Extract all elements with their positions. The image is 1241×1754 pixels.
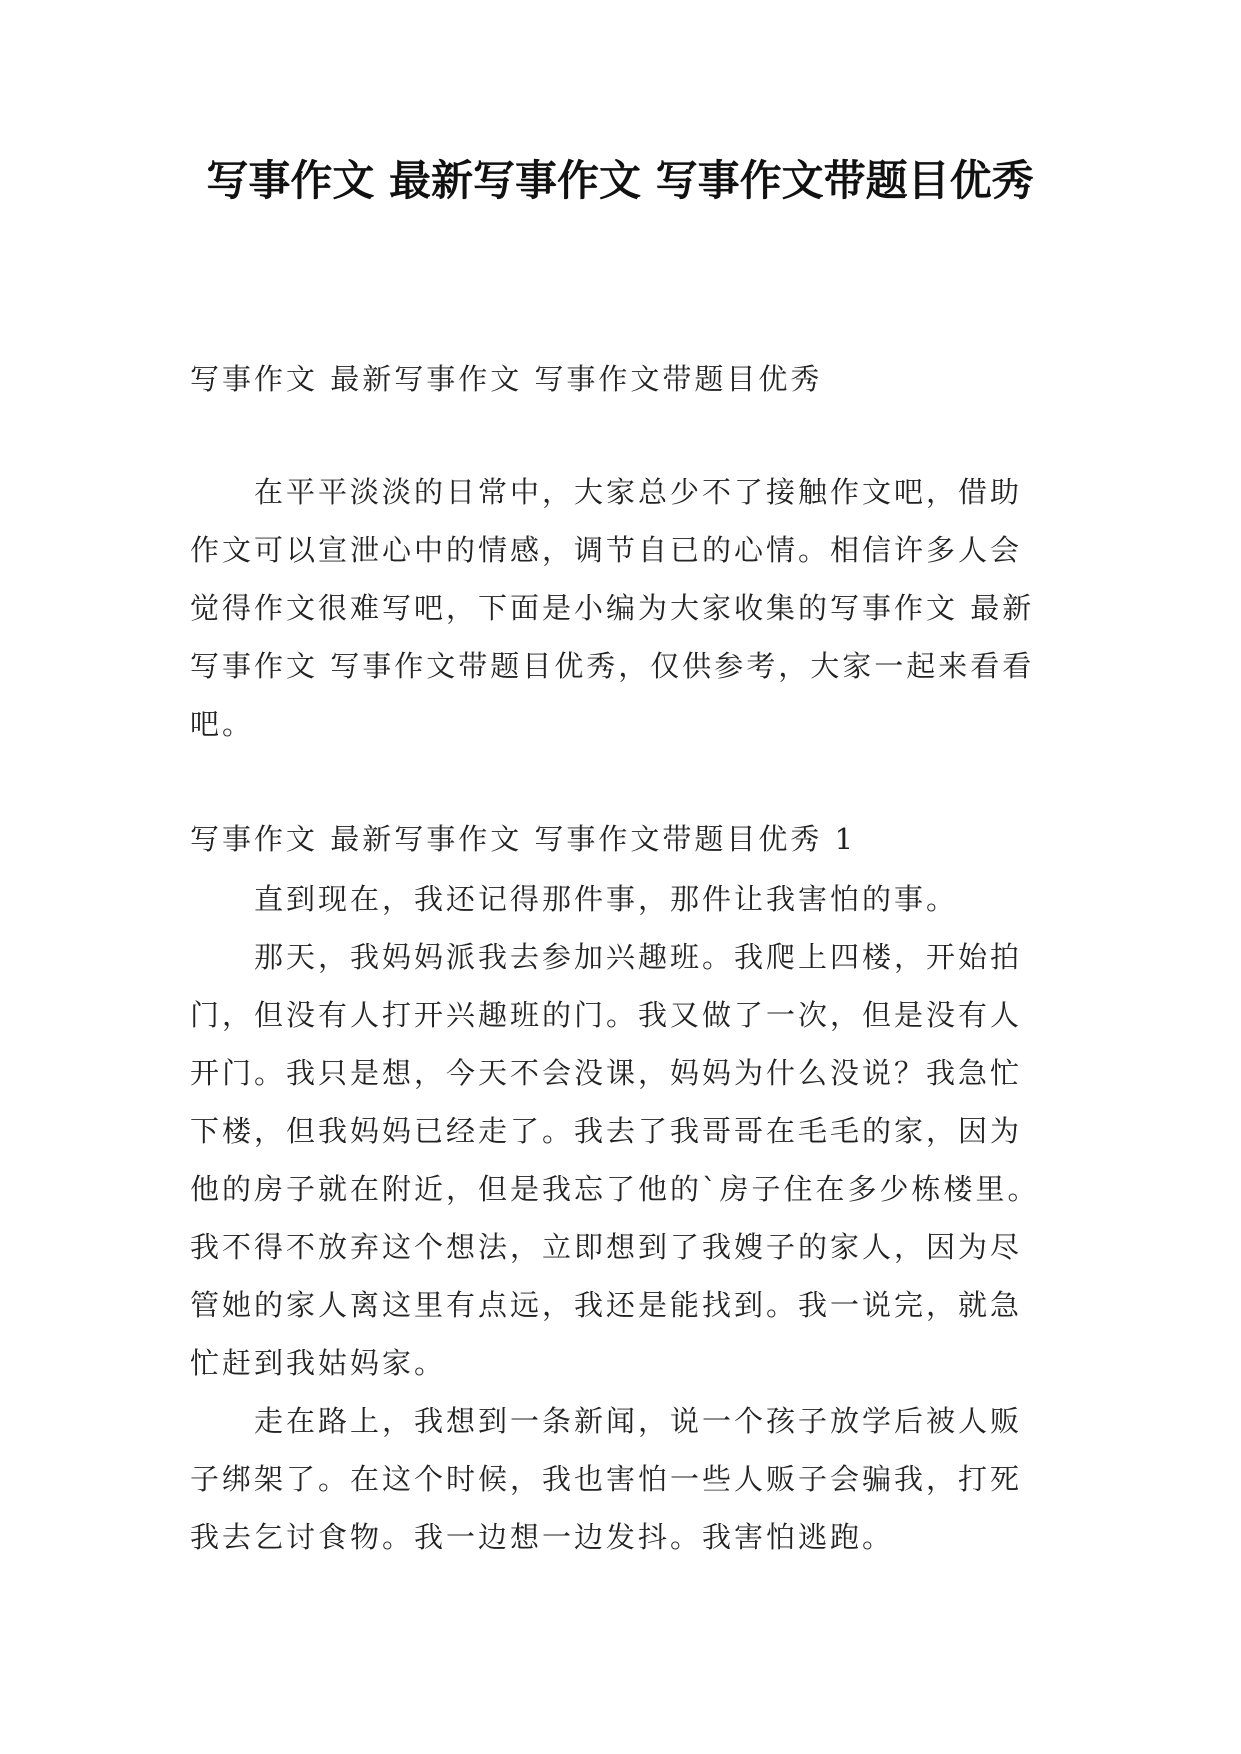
intro-paragraph: 在平平淡淡的日常中，大家总少不了接触作文吧，借助作文可以宣泄心中的情感，调节自已的心情。相信许多人会觉得作文很难写吧，下面是小编为大家收集的写事作文 最新写事作文 写事作文带题目优秀，仅供参考，大家一起来看看吧。	[190, 475, 1035, 741]
essay-body	[190, 870, 1050, 1566]
document-title: 写事作文 最新写事作文 写事作文带题目优秀	[206, 156, 1034, 205]
subtitle-text: 写事作文 最新写事作文 写事作文带题目优秀	[190, 362, 823, 396]
document-subtitle	[190, 350, 1070, 408]
essay-paragraph-2: 那天，我妈妈派我去参加兴趣班。我爬上四楼，开始拍门，但没有人打开兴趣班的门。我又做了一次，但是没有人开门。我只是想，今天不会没课，妈妈为什么没说？我急忙下楼，但我妈妈已经走了。我去了我哥哥在毛毛的家，因为他的房子就在附近，但是我忘了他的`房子住在多少栋楼里。我不得不放弃这个想法，立即想到了我嫂子的家人，因为尽管她的家人离这里有点远，我还是能找到。我一说完，就急忙赶到我姑妈家。	[190, 940, 1040, 1380]
intro-section	[190, 463, 1050, 753]
essay-paragraph-3: 走在路上，我想到一条新闻，说一个孩子放学后被人贩子绑架了。在这个时候，我也害怕一些人贩子会骗我，打死我去乞讨食物。我一边想一边发抖。我害怕逃跑。	[190, 1404, 1023, 1554]
section-heading-text: 写事作文 最新写事作文 写事作文带题目优秀 1	[190, 822, 857, 856]
essay-paragraph-1: 直到现在，我还记得那件事，那件让我害怕的事。	[254, 882, 959, 916]
section-heading	[190, 810, 1070, 868]
